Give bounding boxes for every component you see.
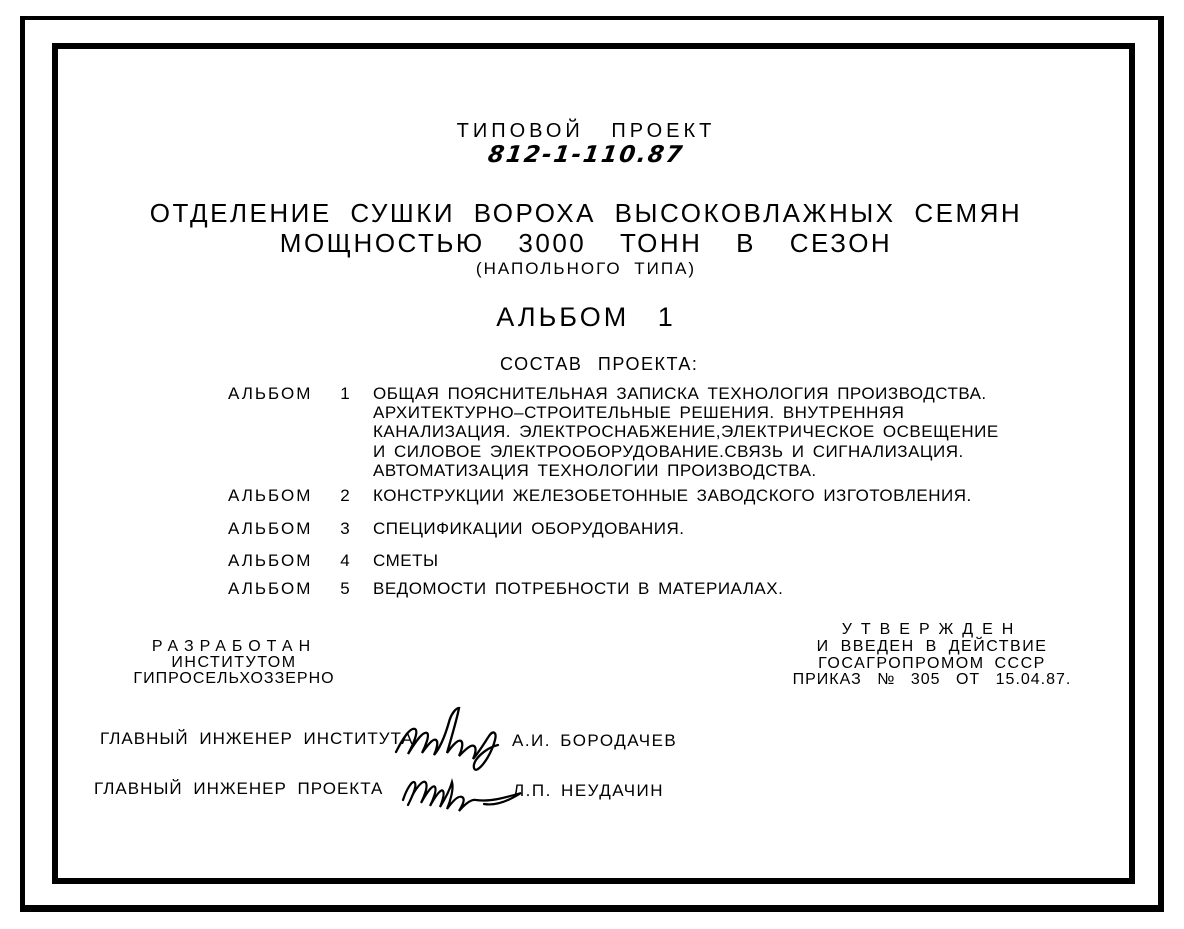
developed-by-line: ИНСТИТУТОМ — [171, 654, 297, 671]
album-description-line: ВЕДОМОСТИ ПОТРЕБНОСТИ В МАТЕРИАЛАХ. — [373, 579, 784, 598]
signature-role-chief-engineer-project: ГЛАВНЫЙ ИНЖЕНЕР ПРОЕКТА — [94, 779, 384, 798]
album-description — [373, 519, 1038, 538]
album-label: АЛЬБОМ — [228, 384, 313, 403]
developed-by-line: ГИПРОСЕЛЬХОЗЗЕРНО — [133, 670, 335, 687]
album-description-line: КАНАЛИЗАЦИЯ. ЭЛЕКТРОСНАБЖЕНИЕ,ЭЛЕКТРИЧЕСКОЕ ОСВЕЩЕНИЕ — [373, 422, 999, 442]
album-label: АЛЬБОМ — [228, 519, 313, 538]
album-number: 1 — [340, 384, 350, 403]
album-description-line: ОБЩАЯ ПОЯСНИТЕЛЬНАЯ ЗАПИСКА ТЕХНОЛОГИЯ ПРОИЗВОДСТВА. — [373, 384, 987, 403]
main-title-line3: (НАПОЛЬНОГО ТИПА) — [475, 259, 697, 278]
album-number: 2 — [340, 486, 350, 505]
album-label: АЛЬБОМ — [228, 486, 313, 505]
album-description-line: АВТОМАТИЗАЦИЯ ТЕХНОЛОГИИ ПРОИЗВОДСТВА. — [373, 460, 817, 480]
main-title-line2: МОЩНОСТЬЮ 3000 ТОНН В СЕЗОН — [279, 228, 893, 258]
approved-by-line: ГОСАГРОПРОМОМ СССР — [818, 654, 1046, 672]
album-description-line: АРХИТЕКТУРНО–СТРОИТЕЛЬНЫЕ РЕШЕНИЯ. ВНУТРЕННЯЯ — [373, 403, 905, 423]
album-description-line: КОНСТРУКЦИИ ЖЕЛЕЗОБЕТОННЫЕ ЗАВОДСКОГО ИЗГОТОВЛЕНИЯ. — [373, 486, 972, 505]
album-number: 5 — [340, 579, 350, 598]
doc-type-heading: ТИПОВОЙ ПРОЕКТ — [456, 120, 716, 142]
approved-by-line: ПРИКАЗ № 305 ОТ 15.04.87. — [792, 671, 1072, 689]
signature-name-neudachin: Л.П. НЕУДАЧИН — [513, 781, 665, 800]
album-label: АЛЬБОМ — [228, 551, 313, 570]
developed-by-line: РАЗРАБОТАН — [151, 638, 317, 655]
album-heading: АЛЬБОМ 1 — [496, 302, 676, 332]
signature-role-chief-engineer-institute: ГЛАВНЫЙ ИНЖЕНЕР ИНСТИТУТА — [100, 729, 414, 748]
signature-icon — [398, 758, 526, 816]
signature-name-borodachev: А.И. БОРОДАЧЕВ — [512, 731, 678, 750]
album-description-line: СМЕТЫ — [373, 551, 439, 570]
album-number: 3 — [340, 519, 350, 538]
contents-heading: СОСТАВ ПРОЕКТА: — [500, 354, 699, 374]
approved-by-line: УТВЕРЖДЕН — [841, 621, 1023, 638]
approved-by-block — [793, 622, 1072, 689]
album-description — [373, 551, 1038, 570]
album-number: 4 — [340, 551, 350, 570]
approved-by-line: И ВВЕДЕН В ДЕЙСТВИЕ — [816, 637, 1048, 655]
developed-by-block — [133, 639, 334, 687]
album-label: АЛЬБОМ — [228, 579, 313, 598]
album-description-line: И СИЛОВОЕ ЭЛЕКТРООБОРУДОВАНИЕ.СВЯЗЬ И СИГНАЛИЗАЦИЯ. — [373, 441, 964, 461]
main-title-line1: ОТДЕЛЕНИЕ СУШКИ ВОРОХА ВЫСОКОВЛАЖНЫХ СЕМЯН — [149, 198, 1023, 228]
album-description — [373, 486, 1038, 505]
doc-number: 812-1-110.87 — [486, 142, 686, 168]
album-description — [373, 579, 1038, 598]
album-description — [373, 384, 1038, 480]
album-description-line: СПЕЦИФИКАЦИИ ОБОРУДОВАНИЯ. — [373, 519, 685, 538]
